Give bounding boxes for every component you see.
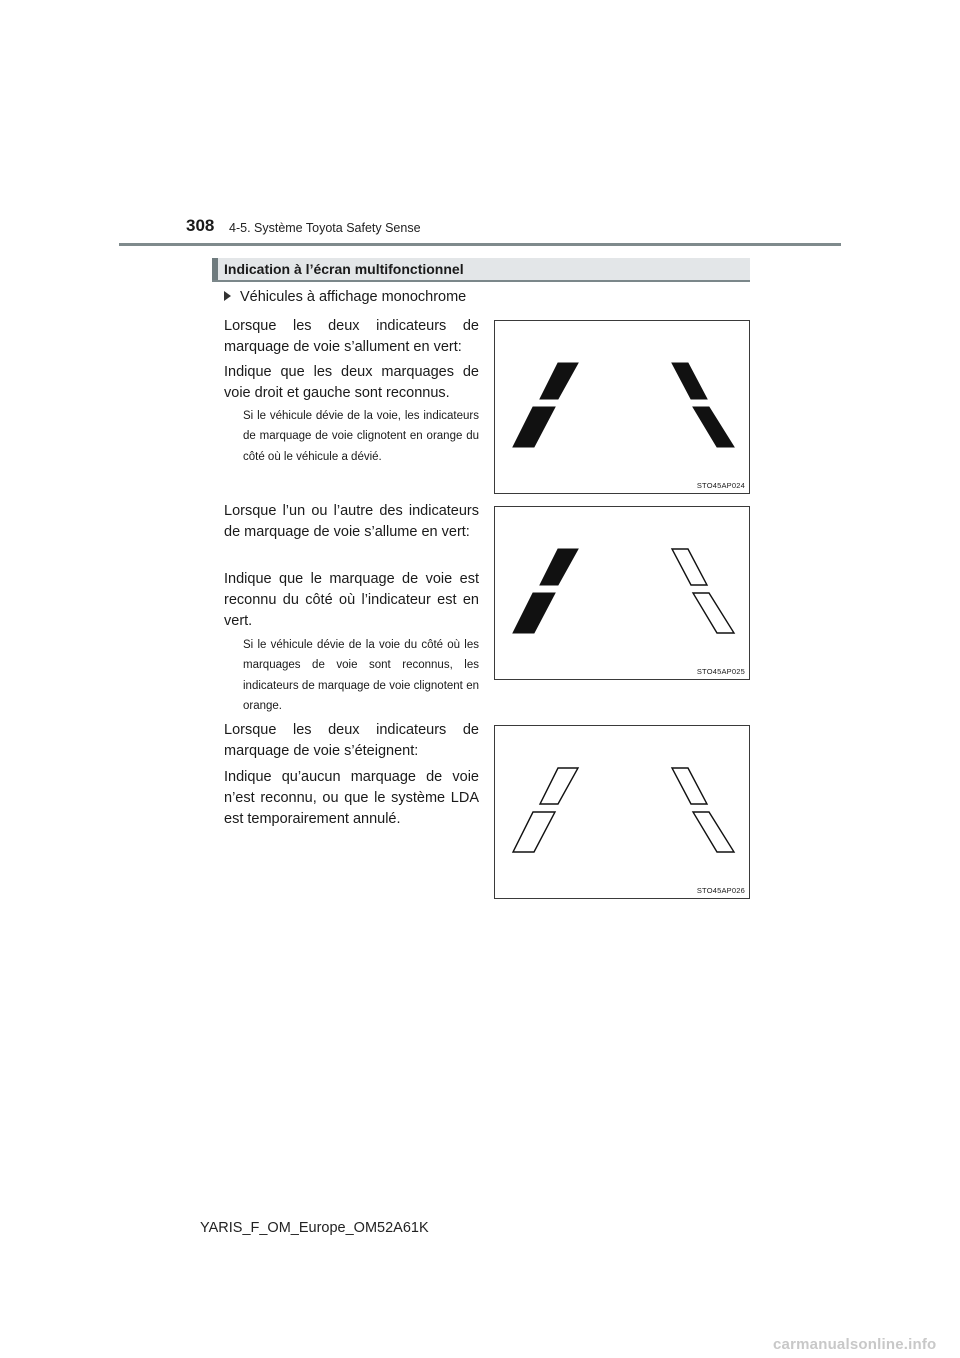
document-id: YARIS_F_OM_Europe_OM52A61K	[200, 1220, 429, 1236]
figure-code: STO45AP025	[696, 667, 745, 676]
block-2-condition: Lorsque l’un ou l’autre des indicateurs de marquage de voie s’allume en vert:	[224, 503, 479, 540]
right-lane-lower-marker	[693, 407, 734, 447]
block-1-meaning: Indique que les deux marquages de voie droit et gauche sont reconnus.	[224, 364, 479, 401]
block-2-note: Si le véhicule dévie de la voie du côté où les marquages de voie sont reconnus, les indicateurs de marquage de voie clignotent en orange.	[243, 639, 479, 712]
left-lane-lower-marker	[513, 407, 555, 447]
bullet-text: Véhicules à affichage monochrome	[240, 289, 467, 305]
figure-no-lanes-lit	[494, 725, 750, 899]
left-lane-lower-marker	[513, 593, 555, 633]
figure-code: STO45AP024	[696, 481, 745, 490]
right-lane-upper-marker	[672, 768, 707, 804]
block-1-note: Si le véhicule dévie de la voie, les indicateurs de marquage de voie clignotent en orange du côté où le véhicule a dévié.	[243, 410, 479, 463]
right-lane-upper-marker	[672, 549, 707, 585]
section-accent	[212, 258, 218, 280]
left-lane-lower-marker	[513, 812, 555, 852]
left-lane-upper-marker	[540, 549, 578, 585]
watermark-text: carmanualsonline.info	[773, 1336, 937, 1353]
header-rule	[119, 243, 841, 246]
right-lane-lower-marker	[693, 812, 734, 852]
vehicle-type-bullet	[224, 289, 466, 305]
block-2-meaning: Indique que le marquage de voie est reconnu du côté où l’indicateur est en vert.	[224, 571, 479, 629]
figure-both-lanes-lit	[494, 320, 750, 494]
lane-indicator-illustration	[495, 321, 751, 495]
page-number: 308	[186, 216, 215, 235]
section-title: Indication à l’écran multifonctionnel	[224, 261, 464, 277]
section-heading	[212, 258, 750, 282]
block-1-condition: Lorsque les deux indicateurs de marquage de voie s’allument en vert:	[224, 318, 479, 355]
right-lane-lower-marker	[693, 593, 734, 633]
left-lane-upper-marker	[540, 768, 578, 804]
lane-indicator-illustration	[495, 726, 751, 900]
left-lane-upper-marker	[540, 363, 578, 399]
chapter-title: 4-5. Système Toyota Safety Sense	[229, 221, 421, 235]
block-3-condition: Lorsque les deux indicateurs de marquage de voie s’éteignent:	[224, 722, 479, 759]
lane-indicator-illustration	[495, 507, 751, 681]
figure-code: STO45AP026	[696, 886, 745, 895]
right-lane-upper-marker	[672, 363, 707, 399]
triangle-bullet-icon	[224, 291, 231, 301]
block-3-meaning: Indique qu’aucun marquage de voie n’est reconnu, ou que le système LDA est temporairement annulé.	[224, 769, 479, 827]
figure-one-lane-lit	[494, 506, 750, 680]
